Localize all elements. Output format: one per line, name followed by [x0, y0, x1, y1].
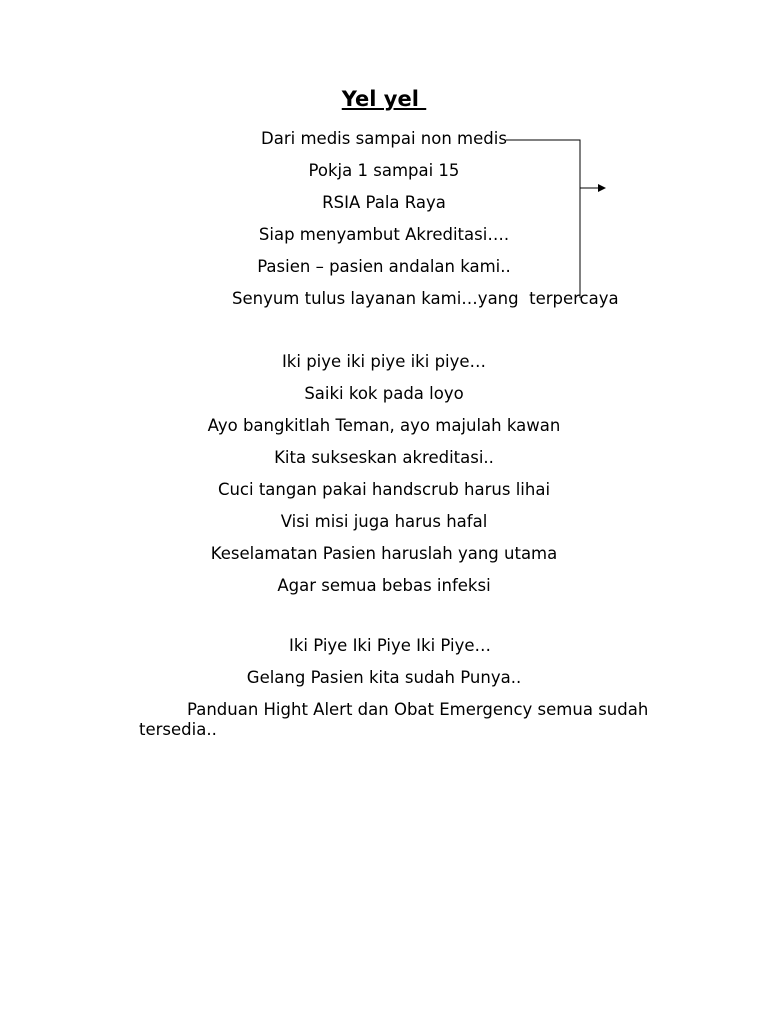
- stanza2-line-8: Agar semua bebas infeksi: [277, 576, 491, 595]
- page-title: Yel yel: [341, 87, 427, 111]
- stanza2-line-5: Cuci tangan pakai handscrub harus lihai: [217, 480, 551, 499]
- stanza1-line-4: Siap menyambut Akreditasi….: [258, 225, 510, 244]
- stanza1-line-5: Pasien – pasien andalan kami..: [257, 257, 511, 276]
- stanza3-line-3: Panduan Hight Alert dan Obat Emergency semua sudah tersedia..: [139, 700, 649, 739]
- stanza1-line-1: Dari medis sampai non medis: [261, 129, 507, 148]
- stanza2-line-4: Kita sukseskan akreditasi..: [274, 448, 494, 467]
- stanza1-line-2: Pokja 1 sampai 15: [308, 161, 460, 180]
- stanza3-line-2: Gelang Pasien kita sudah Punya..: [246, 668, 522, 687]
- stanza1-line-3: RSIA Pala Raya: [322, 193, 446, 212]
- stanza2-line-7: Keselamatan Pasien haruslah yang utama: [210, 544, 558, 563]
- stanza2-line-3: Ayo bangkitlah Teman, ayo majulah kawan: [207, 416, 561, 435]
- stanza2-line-2: Saiki kok pada loyo: [304, 384, 464, 403]
- stanza1-line-6: Senyum tulus layanan kami…yang terpercaya: [232, 289, 619, 308]
- stanza3-line-1: Iki Piye Iki Piye Iki Piye…: [288, 636, 491, 655]
- stanza2-line-1: Iki piye iki piye iki piye…: [281, 352, 487, 371]
- stanza2-line-6: Visi misi juga harus hafal: [280, 512, 488, 531]
